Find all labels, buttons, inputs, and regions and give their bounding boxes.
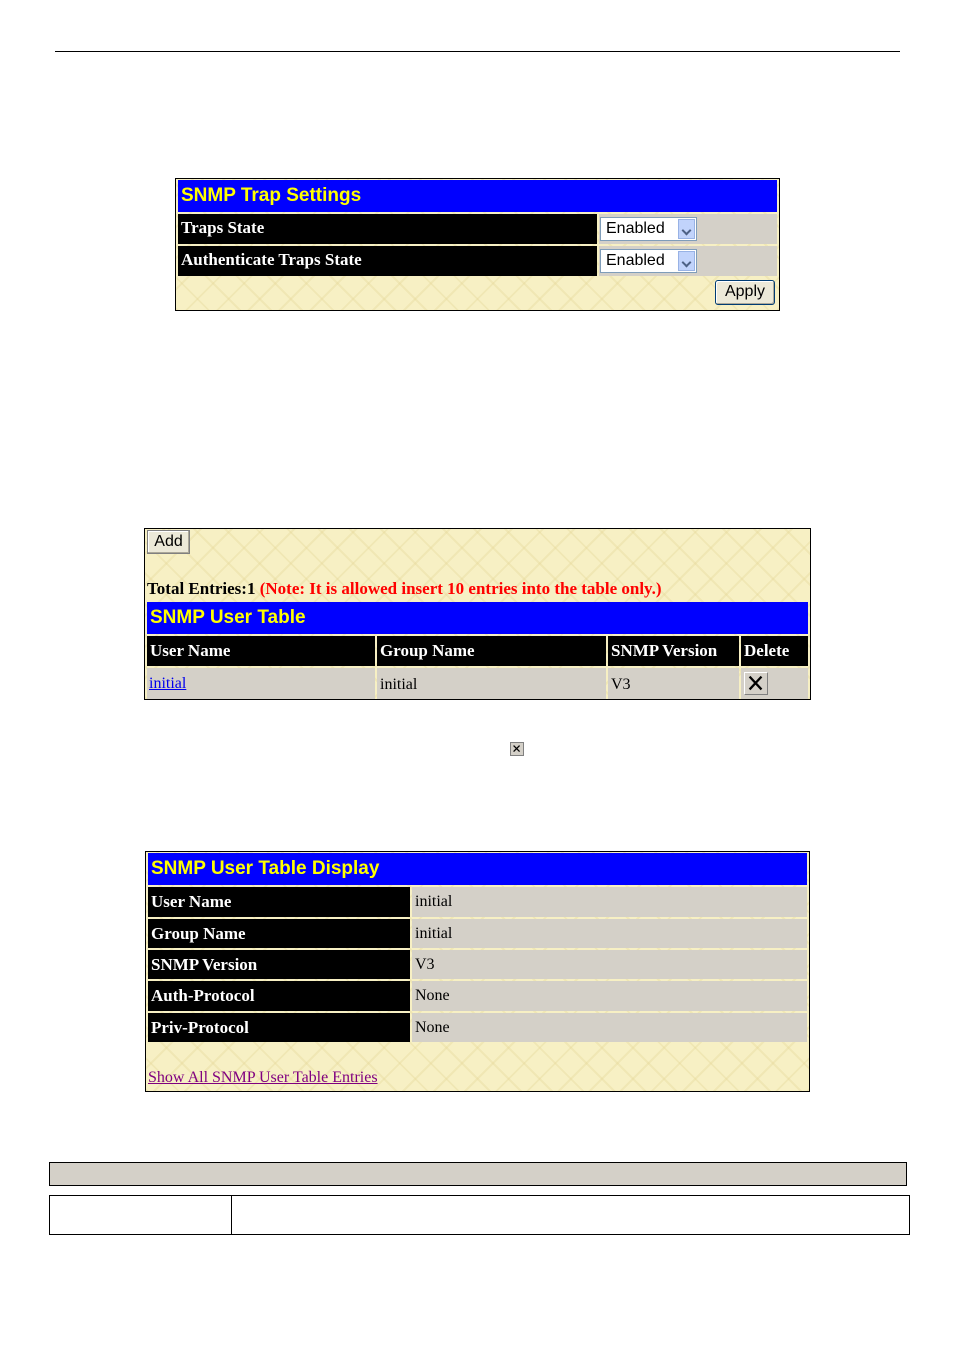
display-value-auth-protocol: None — [412, 981, 807, 1011]
total-entries-line — [147, 579, 662, 599]
user-table-panel — [144, 528, 811, 700]
authenticate-traps-state-select[interactable] — [600, 249, 697, 273]
traps-state-label: Traps State — [178, 214, 597, 244]
column-header-snmp-version: SNMP Version — [608, 636, 739, 666]
display-value-priv-protocol: None — [412, 1013, 807, 1042]
column-header-group-name: Group Name — [377, 636, 606, 666]
inline-delete-icon-sample — [510, 742, 524, 756]
close-x-icon — [745, 673, 767, 694]
traps-state-value: Enabled — [606, 220, 665, 237]
add-button[interactable]: Add — [147, 530, 190, 554]
display-label-auth-protocol: Auth-Protocol — [148, 981, 410, 1011]
trap-settings-panel — [175, 178, 780, 311]
total-entries-text: Total Entries:1 — [147, 579, 256, 598]
display-value-group-name: initial — [412, 919, 807, 948]
chevron-down-icon[interactable] — [678, 219, 695, 239]
display-label-group-name: Group Name — [148, 919, 410, 948]
display-value-user-name: initial — [412, 887, 807, 917]
authenticate-traps-state-value: Enabled — [606, 252, 665, 269]
user-table-title: SNMP User Table — [147, 602, 808, 634]
display-label-priv-protocol: Priv-Protocol — [148, 1013, 410, 1042]
entries-note-text: (Note: It is allowed insert 10 entries into the table only.) — [259, 579, 662, 598]
parameter-table-row — [49, 1195, 910, 1235]
table-row — [147, 668, 375, 699]
traps-state-select[interactable] — [600, 217, 697, 241]
chevron-down-icon[interactable] — [678, 251, 695, 271]
group-name-cell: initial — [377, 668, 606, 699]
authenticate-traps-state-label: Authenticate Traps State — [178, 246, 597, 276]
column-header-delete: Delete — [741, 636, 808, 666]
close-x-icon — [511, 743, 523, 755]
display-label-snmp-version: SNMP Version — [148, 950, 410, 979]
parameter-table-header — [49, 1162, 907, 1186]
display-label-user-name: User Name — [148, 887, 410, 917]
display-value-snmp-version: V3 — [412, 950, 807, 979]
apply-button[interactable]: Apply — [715, 280, 775, 305]
user-name-link[interactable]: initial — [149, 675, 187, 692]
show-all-user-entries-link[interactable]: Show All SNMP User Table Entries — [148, 1069, 378, 1086]
delete-button[interactable] — [744, 672, 768, 695]
column-header-user-name: User Name — [147, 636, 375, 666]
page-top-rule — [55, 51, 900, 52]
trap-settings-title: SNMP Trap Settings — [178, 180, 777, 212]
user-display-title: SNMP User Table Display — [148, 853, 807, 885]
snmp-version-cell: V3 — [608, 668, 739, 699]
user-display-panel — [145, 851, 810, 1092]
parameter-table-divider — [231, 1196, 232, 1234]
